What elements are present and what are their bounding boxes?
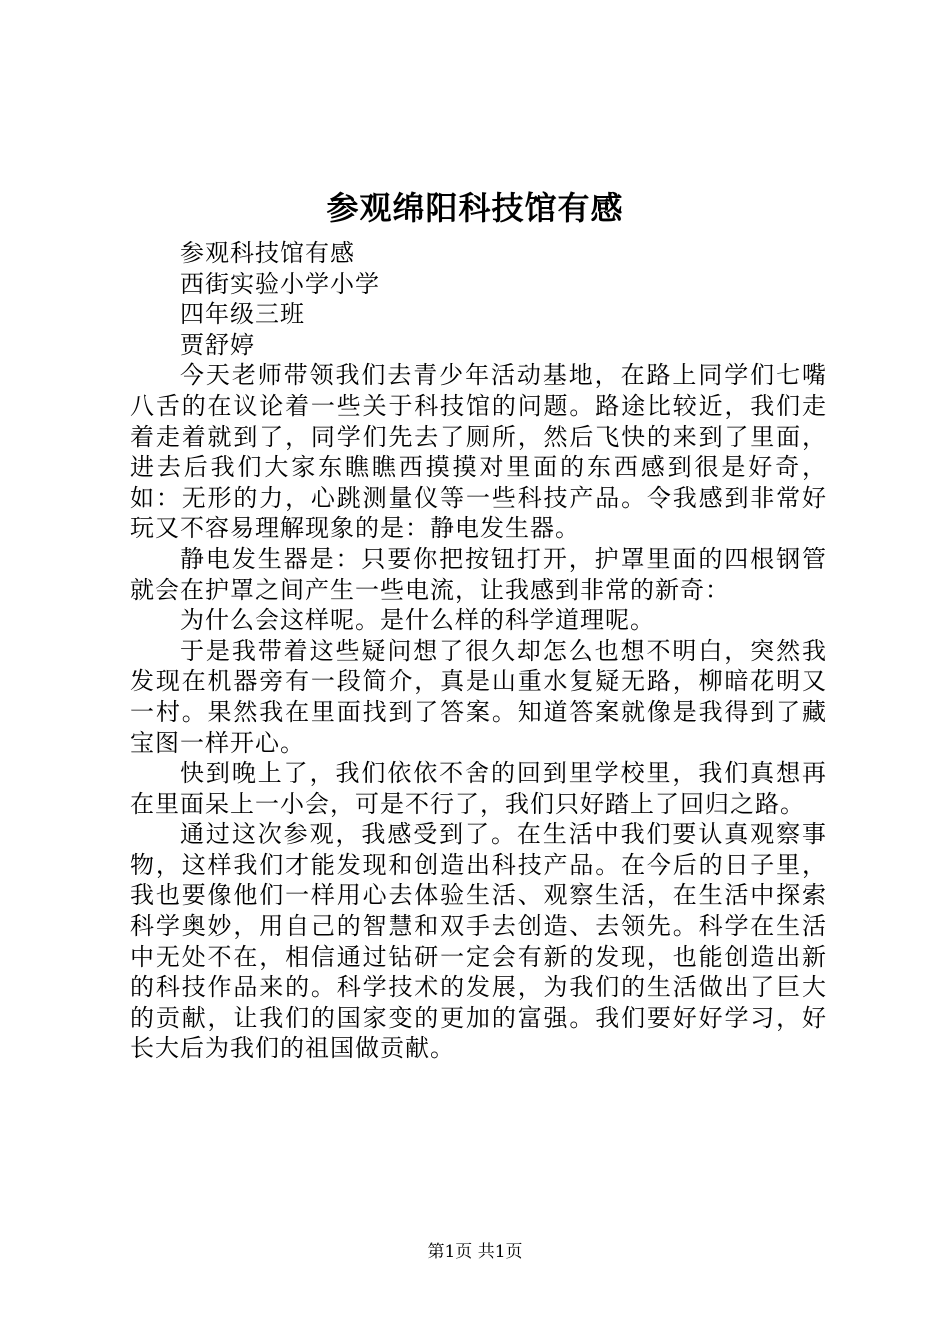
page-footer: 第1页 共1页 xyxy=(427,1242,523,1262)
body-paragraph: 静电发生器是：只要你把按钮打开，护罩里面的四根钢管就会在护罩之间产生一些电流，让我感到非常的新奇： xyxy=(130,544,827,604)
document-title: 参观绵阳科技馆有感 xyxy=(326,189,624,227)
body-paragraph: 为什么会这样呢。是什么样的科学道理呢。 xyxy=(180,606,655,635)
body-paragraph: 通过这次参观，我感受到了。在生活中我们要认真观察事物，这样我们才能发现和创造出科技产品。在今后的日子里，我也要像他们一样用心去体验生活、观察生活，在生活中探索科学奥妙，用自己的智慧和双手去创造、去领先。科学在生活中无处不在，相信通过钻研一定会有新的发现，也能创造出新的科技作品来的。科学技术的发展，为我们的生活做出了巨大的贡献，让我们的国家变的更加的富强。我们要好好学习，好长大后为我们的祖国做贡献。 xyxy=(130,820,827,1063)
body-paragraph: 快到晚上了，我们依依不舍的回到里学校里，我们真想再在里面呆上一小会，可是不行了，我们只好踏上了回归之路。 xyxy=(130,759,827,818)
body-paragraph: 于是我带着这些疑问想了很久却怎么也想不明白，突然我发现在机器旁有一段简介，真是山重水复疑无路，柳暗花明又一村。果然我在里面找到了答案。知道答案就像是我得到了藏宝图一样开心。 xyxy=(130,636,827,757)
subtitle-line: 参观科技馆有感 xyxy=(180,239,355,267)
document-body xyxy=(130,238,827,1064)
author-line: 贾舒婷 xyxy=(180,330,255,359)
body-paragraph: 今天老师带领我们去青少年活动基地，在路上同学们七嘴八舌的在议论着一些关于科技馆的问题。路途比较近，我们走着走着就到了，同学们先去了厕所，然后飞快的来到了里面，进去后我们大家东瞧瞧西摸摸对里面的东西感到很是好奇，如：无形的力，心跳测量仪等一些科技产品。令我感到非常好玩又不容易理解现象的是：静电发生器。 xyxy=(130,361,827,543)
class-line: 四年级三班 xyxy=(180,300,305,329)
school-line: 西街实验小学小学 xyxy=(180,269,380,298)
